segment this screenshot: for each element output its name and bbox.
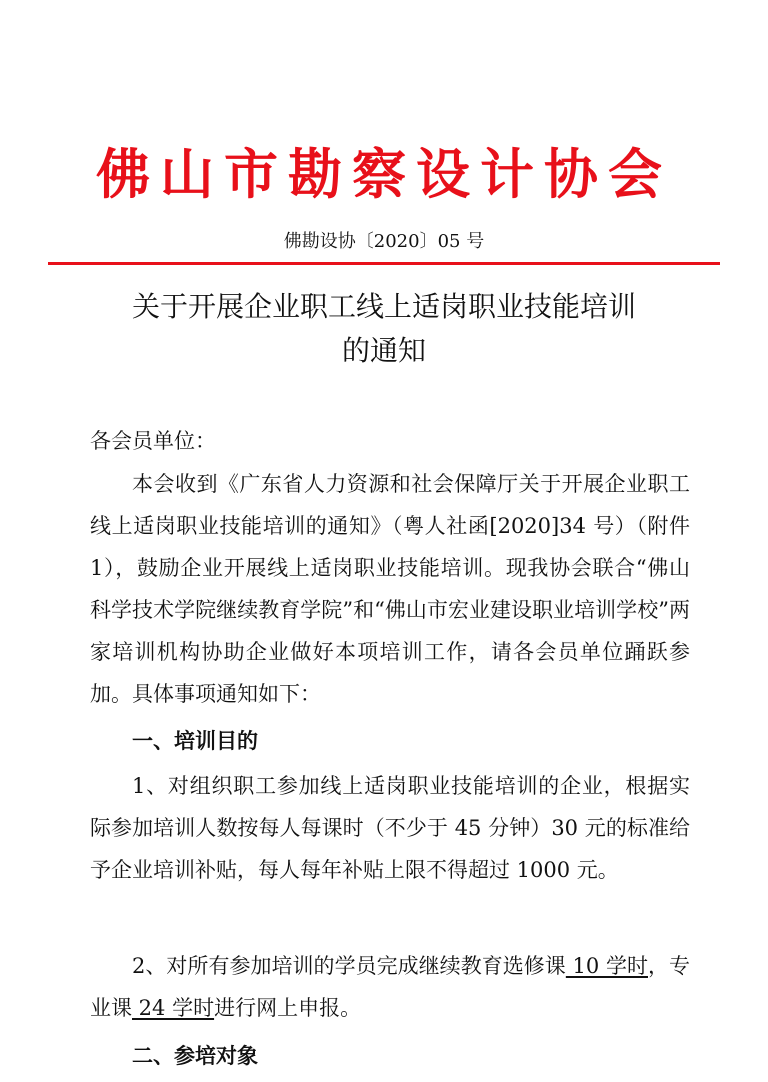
professional-hours: 24 学时 [132, 996, 215, 1020]
item2-middle: ，专业课 [90, 954, 691, 1020]
item2-prefix: 2、对所有参加培训的学员完成继续教育选修课 [132, 954, 566, 978]
salutation: 各会员单位： [90, 429, 216, 453]
section-heading-participants: 二、参培对象 [132, 1044, 258, 1068]
list-item: 1、对组织职工参加线上适岗职业技能培训的企业，根据实际参加培训人数按每人每课时（不少于 45 分钟）30 元的标准给予企业培训补贴，每人每年补贴上限不得超过 1000 元。 [90, 774, 690, 882]
title-line-1: 关于开展企业职工线上适岗职业技能培训 [131, 290, 636, 323]
title-line-2: 的通知 [341, 334, 426, 367]
document-number: 佛勘设协〔2020〕05 号 [283, 231, 485, 252]
elective-hours: 10 学时 [565, 954, 648, 978]
organization-header: 佛山市勘察设计协会 [96, 142, 672, 206]
item2-suffix: 进行网上申报。 [214, 996, 362, 1020]
document-title [60, 285, 708, 373]
section-heading-purpose: 一、培训目的 [132, 729, 258, 753]
intro-paragraph: 本会收到《广东省人力资源和社会保障厅关于开展企业职工线上适岗职业技能培训的通知》（粤人社函[2020]34 号）（附件 1），鼓励企业开展线上适岗职业技能培训。现我协会联合“佛山科学技术学院继续教育学院”和“佛山市宏业建设职业培训学校”两家培训机构协助企业做好本项培训工作，请各会员单位踊跃参加。具体事项通知如下： [90, 472, 690, 706]
list-item [90, 945, 690, 1029]
red-divider [48, 262, 720, 265]
